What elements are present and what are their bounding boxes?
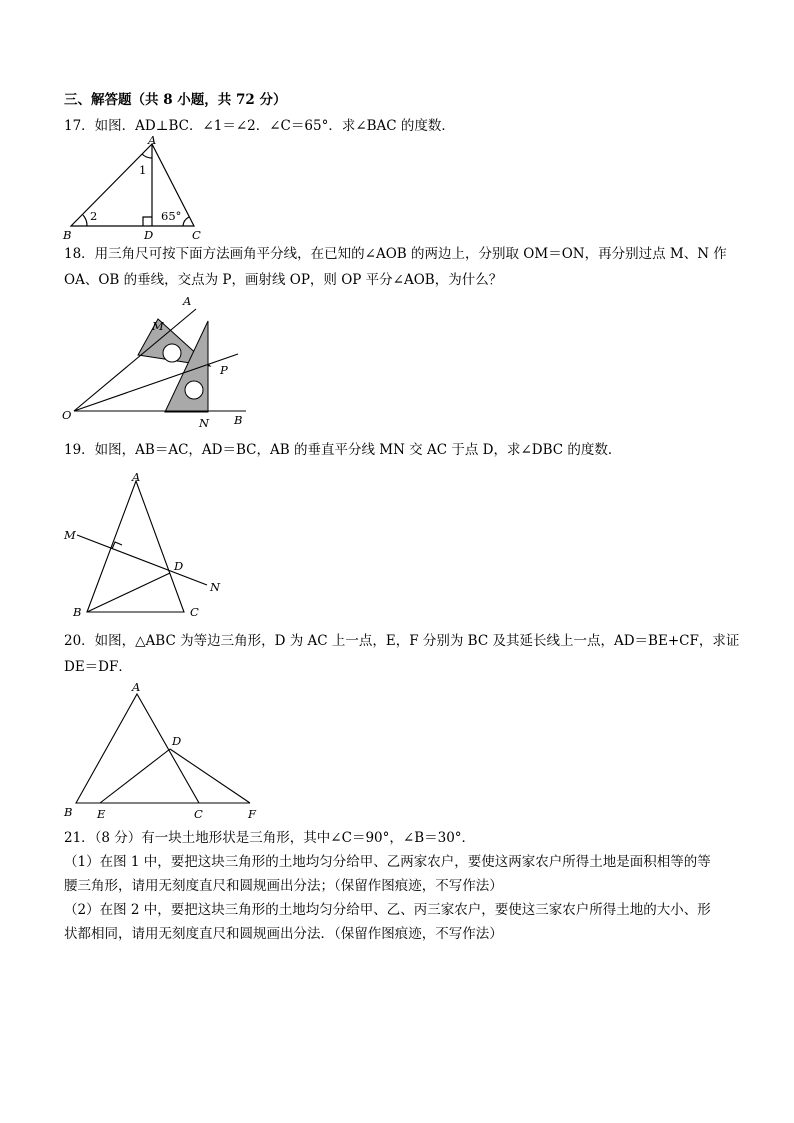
label-b: B xyxy=(73,605,82,619)
label-m: M xyxy=(152,319,164,333)
question-18-line-1: 18．用三角尺可按下面方法画角平分线，在已知的∠AOB 的两边上，分别取 OM＝ON，再分别过点 M、N 作 xyxy=(64,246,727,262)
label-n: N xyxy=(210,580,221,594)
label-d: D xyxy=(172,734,182,748)
ruler-hole-top xyxy=(163,344,181,362)
label-c: C xyxy=(192,228,201,242)
label-p: P xyxy=(220,363,228,377)
segment-df xyxy=(170,749,250,803)
perpendicular-bisector-mn xyxy=(77,535,207,585)
label-a: A xyxy=(148,133,157,147)
triangle-abc xyxy=(87,481,184,612)
question-19-text: 19．如图，AB＝AC，AD＝BC，AB 的垂直平分线 MN 交 AC 于点 D，求∠DBC 的度数． xyxy=(64,442,622,458)
question-21-line-3: 腰三角形，请用无刻度直尺和圆规画出分法；（保留作图痕迹，不写作法） xyxy=(64,878,503,894)
right-angle-mark xyxy=(112,542,122,549)
question-18-line-2: OA、OB 的垂线，交点为 P，画射线 OP，则 OP 平分∠AOB，为什么？ xyxy=(64,272,503,288)
section-header: 三、解答题（共 8 小题，共 72 分） xyxy=(64,92,287,108)
label-a: A xyxy=(183,294,192,308)
label-e: E xyxy=(97,807,106,821)
label-b: B xyxy=(234,413,243,427)
label-f: F xyxy=(248,807,256,821)
question-21-line-1: 21．（8 分）有一块土地形状是三角形，其中∠C＝90°，∠B＝30°． xyxy=(64,830,476,846)
right-angle-mark xyxy=(143,217,152,226)
figure-q18 xyxy=(60,293,260,433)
ruler-hole-bottom xyxy=(185,381,203,399)
label-a: A xyxy=(132,470,141,484)
figure-q20 xyxy=(60,677,270,825)
angle-c-arc xyxy=(183,217,189,226)
label-d: D xyxy=(174,559,184,573)
angle-1-arc xyxy=(142,154,152,158)
label-angle-1: 1 xyxy=(139,163,147,177)
angle-2-arc xyxy=(83,215,87,226)
label-c: C xyxy=(190,605,199,619)
figure-q17 xyxy=(60,135,210,243)
label-angle-2: 2 xyxy=(90,209,98,223)
label-n: N xyxy=(199,416,210,430)
segment-de xyxy=(100,749,170,803)
label-a: A xyxy=(132,680,141,694)
ray-op xyxy=(74,354,238,411)
triangle-abc xyxy=(76,694,199,803)
label-b: B xyxy=(63,228,72,242)
label-m: M xyxy=(64,528,76,542)
label-d: D xyxy=(144,228,154,242)
question-21-line-4: （2）在图 2 中，要把这块三角形的土地均匀分给甲、乙、丙三家农户，要使这三家农户所得土地的大小、形 xyxy=(64,902,711,918)
question-17-text: 17．如图．AD⊥BC．∠1＝∠2．∠C＝65°．求∠BAC 的度数． xyxy=(64,118,455,134)
label-c: C xyxy=(194,807,203,821)
label-o: O xyxy=(62,408,72,422)
question-20-line-2: DE＝DF． xyxy=(64,659,132,675)
question-21-line-5: 状都相同，请用无刻度直尺和圆规画出分法．（保留作图痕迹，不写作法） xyxy=(64,926,503,942)
question-21-line-2: （1）在图 1 中，要把这块三角形的土地均匀分给甲、乙两家农户，要使这两家农户所得土地是面积相等的等 xyxy=(64,854,711,870)
label-b: B xyxy=(64,805,73,819)
question-20-line-1: 20．如图，△ABC 为等边三角形，D 为 AC 上一点，E，F 分别为 BC 及其延长线上一点，AD＝BE+CF，求证 xyxy=(64,633,740,649)
label-angle-c: 65° xyxy=(161,209,182,223)
figure-q19 xyxy=(60,468,235,623)
